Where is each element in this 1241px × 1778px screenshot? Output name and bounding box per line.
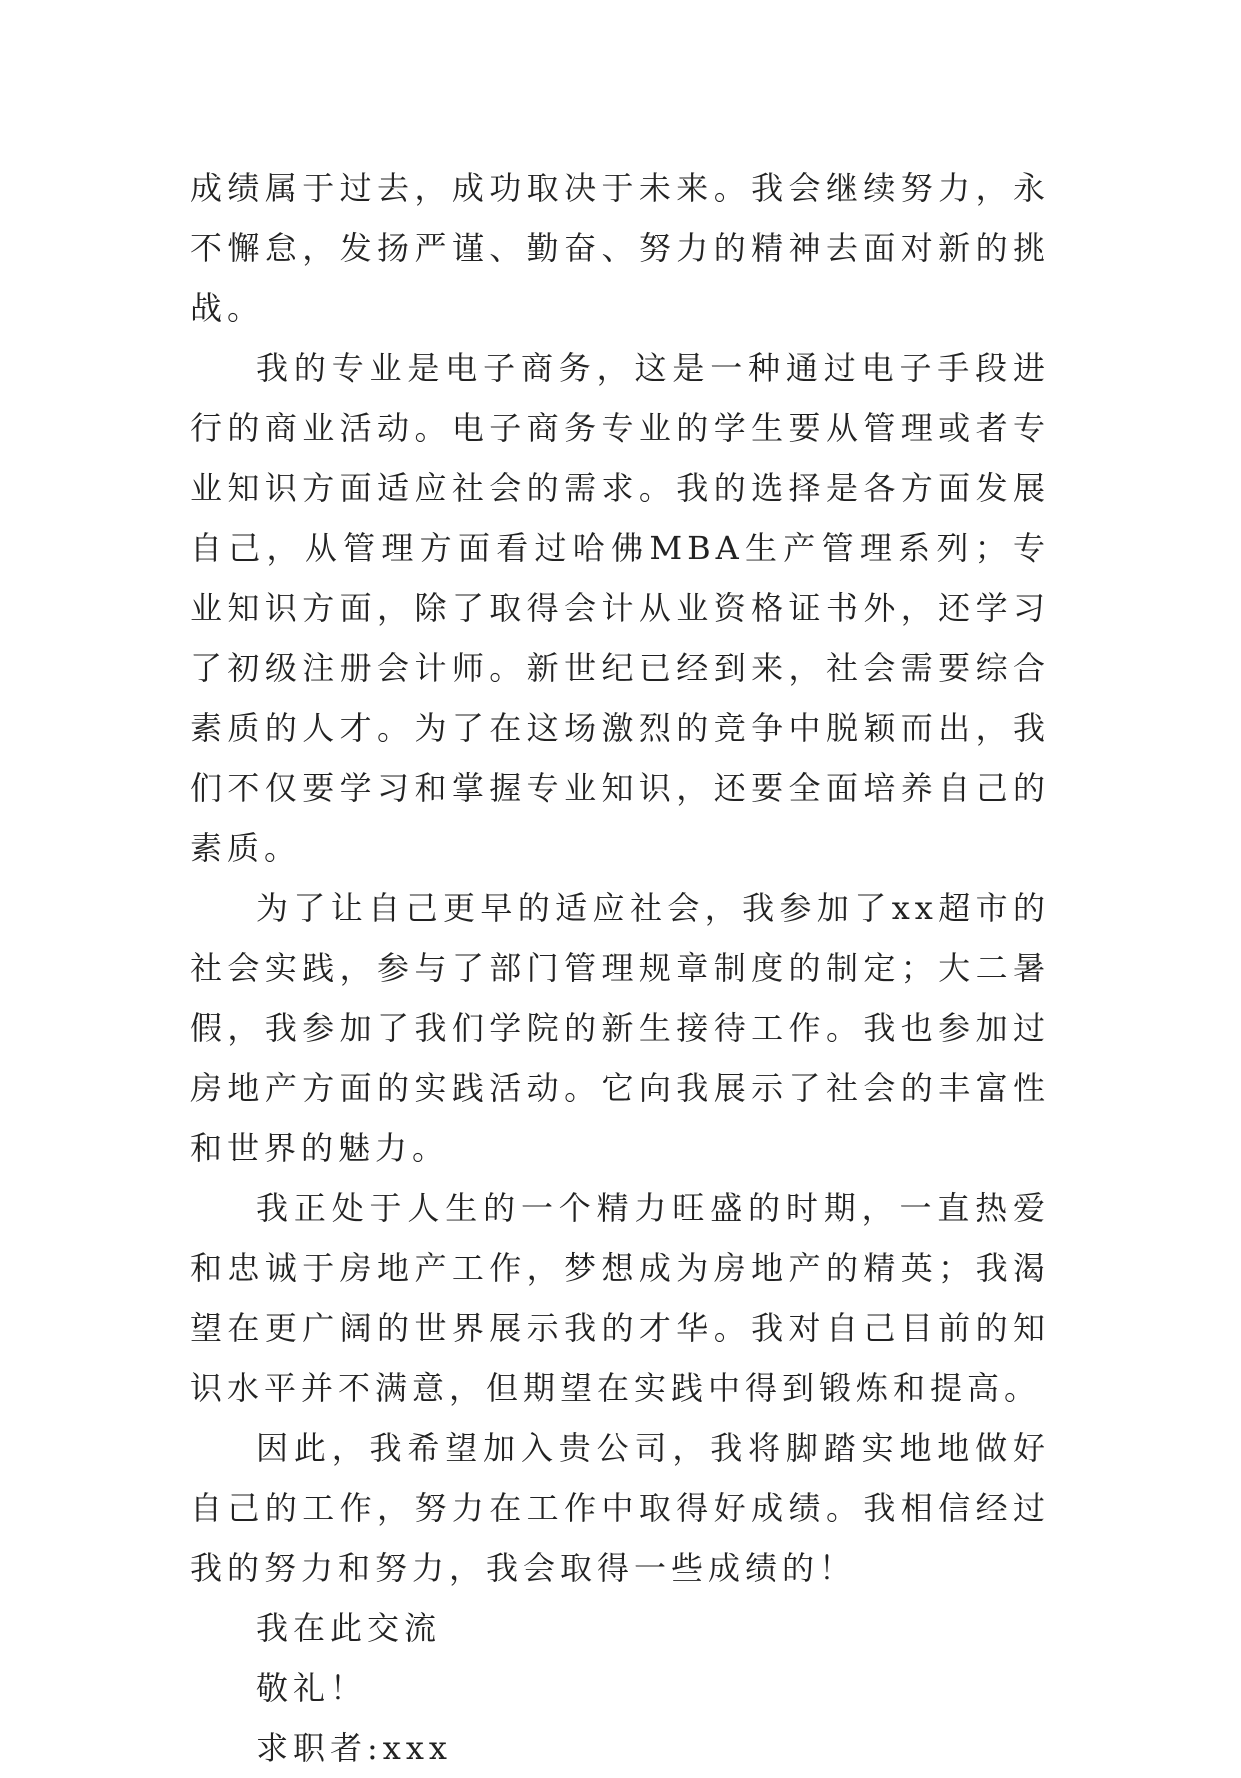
paragraph-1: 成绩属于过去，成功取决于未来。我会继续努力，永不懈怠，发扬严谨、勤奋、努力的精神去面对新的挑战。 [190, 169, 1050, 327]
salutation: 敬礼！ [256, 1669, 368, 1707]
letter-body [190, 158, 1050, 1778]
signature: 求职者:xxx [256, 1729, 452, 1767]
closing-line: 我在此交流 [256, 1609, 442, 1647]
paragraph-5: 因此，我希望加入贵公司，我将脚踏实地地做好自己的工作，努力在工作中取得好成绩。我相信经过我的努力和努力，我会取得一些成绩的！ [190, 1429, 1050, 1587]
paragraph-2: 我的专业是电子商务，这是一种通过电子手段进行的商业活动。电子商务专业的学生要从管理或者专业知识方面适应社会的需求。我的选择是各方面发展自己，从管理方面看过哈佛MBA生产管理系列；专业知识方面，除了取得会计从业资格证书外，还学习了初级注册会计师。新世纪已经到来，社会需要综合素质的人才。为了在这场激烈的竞争中脱颖而出，我们不仅要学习和掌握专业知识，还要全面培养自己的素质。 [190, 349, 1050, 867]
paragraph-3: 为了让自己更早的适应社会，我参加了xx超市的社会实践，参与了部门管理规章制度的制定；大二暑假，我参加了我们学院的新生接待工作。我也参加过房地产方面的实践活动。它向我展示了社会的丰富性和世界的魅力。 [190, 889, 1050, 1167]
paragraph-4: 我正处于人生的一个精力旺盛的时期，一直热爱和忠诚于房地产工作，梦想成为房地产的精英；我渴望在更广阔的世界展示我的才华。我对自己目前的知识水平并不满意，但期望在实践中得到锻炼和提高。 [190, 1189, 1050, 1407]
